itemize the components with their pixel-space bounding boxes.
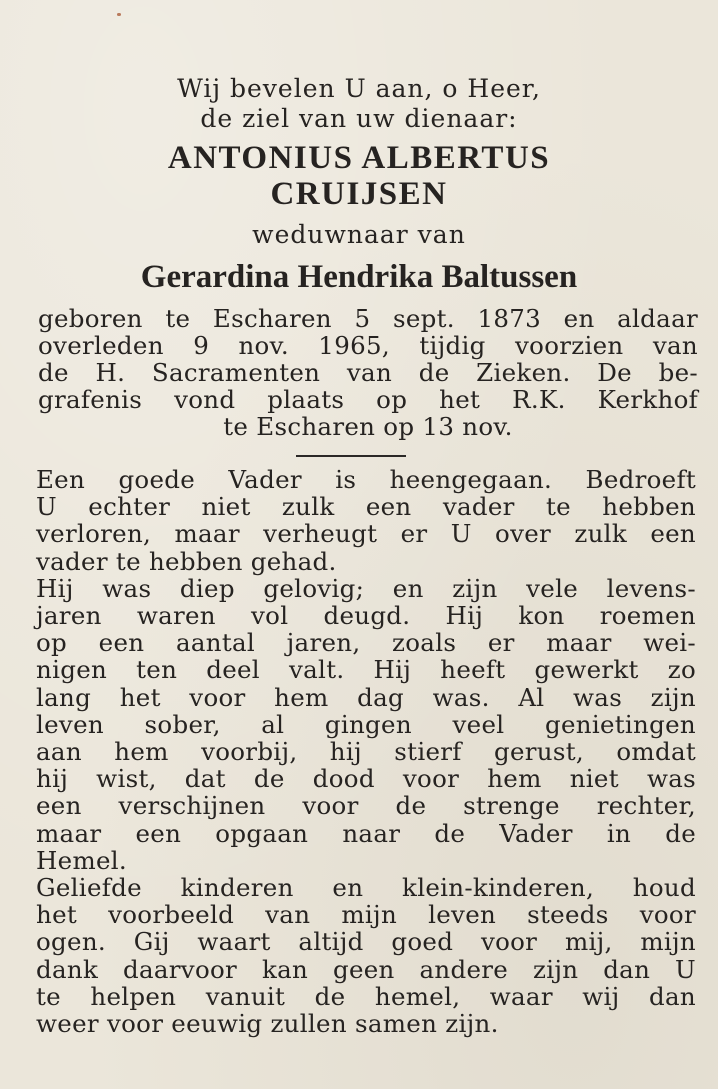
text-line: Een goede Vader is heengegaan. Bedroeft xyxy=(36,465,696,494)
details-line: de H. Sacramenten van de Zieken. De be- xyxy=(38,358,698,387)
text-line: nigen ten deel valt. Hij heeft gewerkt zo xyxy=(36,655,696,685)
text-line: weer voor eeuwig zullen samen zijn. xyxy=(36,1009,499,1039)
text-line: lang het voor hem dag was. Al was zijn xyxy=(36,682,696,712)
paper-speck xyxy=(117,13,121,16)
text-line: Geliefde kinderen en klein-kinderen, houd xyxy=(36,873,696,903)
text-line: aan hem voorbij, hij stierf gerust, omdat xyxy=(36,737,696,767)
widower-of-label: weduwnaar van xyxy=(252,220,466,249)
life-details xyxy=(38,305,698,440)
text-line: hij wist, dat de dood voor hem niet was xyxy=(36,764,696,794)
text-line: Hemel. xyxy=(36,845,128,875)
deceased-name xyxy=(0,140,718,212)
intro-prayer xyxy=(0,74,718,134)
text-line: ogen. Gij waart altijd goed voor mij, mijn xyxy=(36,927,696,957)
intro-line: Wij bevelen U aan, o Heer, xyxy=(177,74,541,103)
text-line: U echter niet zulk een vader te hebben xyxy=(36,492,696,522)
text-line: vader te hebben gehad. xyxy=(36,546,337,576)
text-line: te helpen vanuit de hemel, waar wij dan xyxy=(36,981,696,1011)
text-line: het voorbeeld van mijn leven steeds voor xyxy=(36,900,696,930)
text-line: dank daarvoor kan geen andere zijn dan U xyxy=(36,954,696,984)
spouse-name: Gerardina Hendrika Baltussen xyxy=(140,259,578,295)
text-line: jaren waren vol deugd. Hij kon roemen xyxy=(36,601,696,631)
text-line: een verschijnen voor de strenge rechter, xyxy=(36,791,696,821)
text-line: maar een opgaan naar de Vader in de xyxy=(36,818,696,848)
text-line: Hij was diep gelovig; en zijn vele levens- xyxy=(36,573,696,603)
card-header xyxy=(0,74,718,296)
text-line: op een aantal jaren, zoals er maar wei- xyxy=(36,628,696,658)
deceased-name-line: CRUIJSEN xyxy=(270,176,448,212)
memorial-text xyxy=(36,466,696,1037)
divider-rule xyxy=(296,455,406,457)
text-line: leven sober, al gingen veel genietingen xyxy=(36,709,696,739)
text-line: verloren, maar verheugt er U over zulk een xyxy=(36,519,696,549)
details-line: grafenis vond plaats op het R.K. Kerkhof xyxy=(38,385,698,414)
deceased-name-line: ANTONIUS ALBERTUS xyxy=(167,140,551,176)
details-line: overleden 9 nov. 1965, tijdig voorzien van xyxy=(38,331,698,360)
details-line: geboren te Escharen 5 sept. 1873 en aldaar xyxy=(38,304,698,333)
details-line: te Escharen op 13 nov. xyxy=(223,412,513,441)
intro-line: de ziel van uw dienaar: xyxy=(200,104,518,133)
